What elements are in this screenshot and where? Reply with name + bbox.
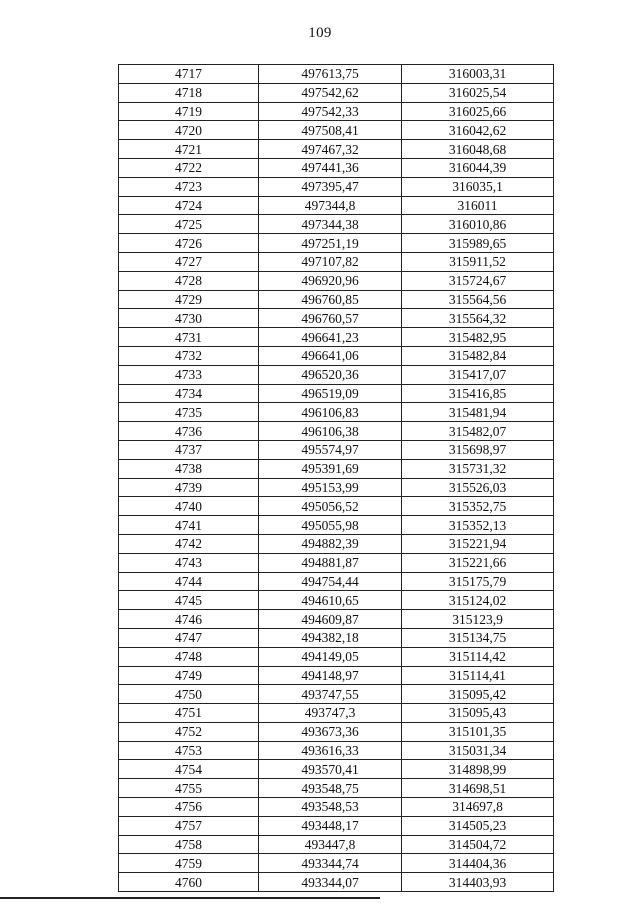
y-coordinate-cell: 315095,43 (402, 704, 554, 723)
point-number-cell: 4735 (119, 403, 259, 422)
point-number-cell: 4740 (119, 497, 259, 516)
point-number-cell: 4753 (119, 741, 259, 760)
y-coordinate-cell: 315482,07 (402, 422, 554, 441)
point-number-cell: 4726 (119, 234, 259, 253)
x-coordinate-cell: 493447,8 (259, 835, 402, 854)
x-coordinate-cell: 496760,85 (259, 290, 402, 309)
table-row (119, 647, 554, 666)
point-number-cell: 4727 (119, 252, 259, 271)
x-coordinate-cell: 493548,53 (259, 798, 402, 817)
point-number-cell: 4739 (119, 478, 259, 497)
point-number-cell: 4748 (119, 647, 259, 666)
point-number-cell: 4758 (119, 835, 259, 854)
y-coordinate-cell: 315526,03 (402, 478, 554, 497)
y-coordinate-cell: 316042,62 (402, 121, 554, 140)
point-number-cell: 4745 (119, 591, 259, 610)
y-coordinate-cell: 315352,13 (402, 516, 554, 535)
x-coordinate-cell: 495391,69 (259, 459, 402, 478)
table-row (119, 121, 554, 140)
point-number-cell: 4723 (119, 177, 259, 196)
y-coordinate-cell: 315417,07 (402, 365, 554, 384)
y-coordinate-cell: 315731,32 (402, 459, 554, 478)
table-row (119, 234, 554, 253)
table-row (119, 102, 554, 121)
table-row (119, 365, 554, 384)
table-row (119, 140, 554, 159)
y-coordinate-cell: 316003,31 (402, 65, 554, 84)
point-number-cell: 4742 (119, 534, 259, 553)
y-coordinate-cell: 315114,41 (402, 666, 554, 685)
table-row (119, 83, 554, 102)
point-number-cell: 4759 (119, 854, 259, 873)
y-coordinate-cell: 315482,84 (402, 346, 554, 365)
bottom-rule (0, 897, 380, 899)
table-row (119, 328, 554, 347)
y-coordinate-cell: 315564,56 (402, 290, 554, 309)
y-coordinate-cell: 315989,65 (402, 234, 554, 253)
table-row (119, 309, 554, 328)
y-coordinate-cell: 315482,95 (402, 328, 554, 347)
x-coordinate-cell: 497344,38 (259, 215, 402, 234)
x-coordinate-cell: 496106,38 (259, 422, 402, 441)
table-row (119, 741, 554, 760)
y-coordinate-cell: 315124,02 (402, 591, 554, 610)
y-coordinate-cell: 315352,75 (402, 497, 554, 516)
x-coordinate-cell: 493673,36 (259, 722, 402, 741)
x-coordinate-cell: 495055,98 (259, 516, 402, 535)
point-number-cell: 4722 (119, 158, 259, 177)
x-coordinate-cell: 493448,17 (259, 816, 402, 835)
point-number-cell: 4750 (119, 685, 259, 704)
x-coordinate-cell: 493344,07 (259, 873, 402, 892)
y-coordinate-cell: 314404,36 (402, 854, 554, 873)
x-coordinate-cell: 497344,8 (259, 196, 402, 215)
table-row (119, 215, 554, 234)
point-number-cell: 4725 (119, 215, 259, 234)
coordinates-table-body (119, 65, 554, 892)
x-coordinate-cell: 494149,05 (259, 647, 402, 666)
y-coordinate-cell: 316044,39 (402, 158, 554, 177)
point-number-cell: 4743 (119, 553, 259, 572)
table-row (119, 516, 554, 535)
point-number-cell: 4720 (119, 121, 259, 140)
x-coordinate-cell: 495153,99 (259, 478, 402, 497)
x-coordinate-cell: 493548,75 (259, 779, 402, 798)
table-row (119, 704, 554, 723)
point-number-cell: 4751 (119, 704, 259, 723)
y-coordinate-cell: 315911,52 (402, 252, 554, 271)
y-coordinate-cell: 314898,99 (402, 760, 554, 779)
point-number-cell: 4756 (119, 798, 259, 817)
table-row (119, 835, 554, 854)
x-coordinate-cell: 494609,87 (259, 610, 402, 629)
point-number-cell: 4738 (119, 459, 259, 478)
table-row (119, 572, 554, 591)
x-coordinate-cell: 497441,36 (259, 158, 402, 177)
x-coordinate-cell: 494754,44 (259, 572, 402, 591)
y-coordinate-cell: 315481,94 (402, 403, 554, 422)
x-coordinate-cell: 496520,36 (259, 365, 402, 384)
point-number-cell: 4749 (119, 666, 259, 685)
y-coordinate-cell: 316011 (402, 196, 554, 215)
table-row (119, 628, 554, 647)
y-coordinate-cell: 316025,54 (402, 83, 554, 102)
y-coordinate-cell: 315724,67 (402, 271, 554, 290)
point-number-cell: 4729 (119, 290, 259, 309)
table-row (119, 422, 554, 441)
x-coordinate-cell: 494610,65 (259, 591, 402, 610)
table-row (119, 779, 554, 798)
y-coordinate-cell: 315134,75 (402, 628, 554, 647)
point-number-cell: 4733 (119, 365, 259, 384)
table-row (119, 760, 554, 779)
table-row (119, 177, 554, 196)
y-coordinate-cell: 315221,66 (402, 553, 554, 572)
x-coordinate-cell: 495574,97 (259, 440, 402, 459)
point-number-cell: 4737 (119, 440, 259, 459)
point-number-cell: 4718 (119, 83, 259, 102)
table-row (119, 403, 554, 422)
table-row (119, 685, 554, 704)
y-coordinate-cell: 315114,42 (402, 647, 554, 666)
point-number-cell: 4730 (119, 309, 259, 328)
y-coordinate-cell: 314697,8 (402, 798, 554, 817)
table-row (119, 384, 554, 403)
table-row (119, 196, 554, 215)
table-row (119, 459, 554, 478)
table-row (119, 666, 554, 685)
x-coordinate-cell: 496106,83 (259, 403, 402, 422)
y-coordinate-cell: 314505,23 (402, 816, 554, 835)
x-coordinate-cell: 493344,74 (259, 854, 402, 873)
table-row (119, 798, 554, 817)
point-number-cell: 4741 (119, 516, 259, 535)
y-coordinate-cell: 315221,94 (402, 534, 554, 553)
y-coordinate-cell: 314698,51 (402, 779, 554, 798)
x-coordinate-cell: 495056,52 (259, 497, 402, 516)
table-row (119, 722, 554, 741)
table-row (119, 346, 554, 365)
table-row (119, 816, 554, 835)
x-coordinate-cell: 493747,3 (259, 704, 402, 723)
point-number-cell: 4746 (119, 610, 259, 629)
x-coordinate-cell: 494148,97 (259, 666, 402, 685)
table-row (119, 610, 554, 629)
point-number-cell: 4755 (119, 779, 259, 798)
y-coordinate-cell: 316025,66 (402, 102, 554, 121)
table-row (119, 252, 554, 271)
x-coordinate-cell: 494881,87 (259, 553, 402, 572)
x-coordinate-cell: 497613,75 (259, 65, 402, 84)
table-row (119, 290, 554, 309)
y-coordinate-cell: 314504,72 (402, 835, 554, 854)
table-row (119, 158, 554, 177)
point-number-cell: 4719 (119, 102, 259, 121)
x-coordinate-cell: 494882,39 (259, 534, 402, 553)
x-coordinate-cell: 493570,41 (259, 760, 402, 779)
point-number-cell: 4744 (119, 572, 259, 591)
table-row (119, 440, 554, 459)
x-coordinate-cell: 496641,06 (259, 346, 402, 365)
table-row (119, 591, 554, 610)
point-number-cell: 4736 (119, 422, 259, 441)
point-number-cell: 4728 (119, 271, 259, 290)
table-row (119, 65, 554, 84)
x-coordinate-cell: 497107,82 (259, 252, 402, 271)
x-coordinate-cell: 497395,47 (259, 177, 402, 196)
y-coordinate-cell: 315698,97 (402, 440, 554, 459)
x-coordinate-cell: 493616,33 (259, 741, 402, 760)
point-number-cell: 4731 (119, 328, 259, 347)
coordinates-table-container (118, 64, 553, 890)
point-number-cell: 4747 (119, 628, 259, 647)
x-coordinate-cell: 497542,33 (259, 102, 402, 121)
table-row (119, 478, 554, 497)
y-coordinate-cell: 315095,42 (402, 685, 554, 704)
point-number-cell: 4760 (119, 873, 259, 892)
table-row (119, 534, 554, 553)
point-number-cell: 4752 (119, 722, 259, 741)
point-number-cell: 4732 (119, 346, 259, 365)
x-coordinate-cell: 493747,55 (259, 685, 402, 704)
y-coordinate-cell: 316010,86 (402, 215, 554, 234)
point-number-cell: 4754 (119, 760, 259, 779)
y-coordinate-cell: 315564,32 (402, 309, 554, 328)
x-coordinate-cell: 496760,57 (259, 309, 402, 328)
table-row (119, 873, 554, 892)
point-number-cell: 4757 (119, 816, 259, 835)
x-coordinate-cell: 496920,96 (259, 271, 402, 290)
table-row (119, 497, 554, 516)
coordinates-table (118, 64, 554, 892)
table-row (119, 854, 554, 873)
y-coordinate-cell: 315101,35 (402, 722, 554, 741)
x-coordinate-cell: 497467,32 (259, 140, 402, 159)
x-coordinate-cell: 497251,19 (259, 234, 402, 253)
y-coordinate-cell: 314403,93 (402, 873, 554, 892)
y-coordinate-cell: 315123,9 (402, 610, 554, 629)
point-number-cell: 4721 (119, 140, 259, 159)
point-number-cell: 4724 (119, 196, 259, 215)
y-coordinate-cell: 316035,1 (402, 177, 554, 196)
x-coordinate-cell: 494382,18 (259, 628, 402, 647)
page-number: 109 (308, 25, 332, 41)
x-coordinate-cell: 497542,62 (259, 83, 402, 102)
x-coordinate-cell: 496641,23 (259, 328, 402, 347)
table-row (119, 553, 554, 572)
point-number-cell: 4734 (119, 384, 259, 403)
y-coordinate-cell: 315031,34 (402, 741, 554, 760)
y-coordinate-cell: 316048,68 (402, 140, 554, 159)
table-row (119, 271, 554, 290)
x-coordinate-cell: 496519,09 (259, 384, 402, 403)
x-coordinate-cell: 497508,41 (259, 121, 402, 140)
y-coordinate-cell: 315175,79 (402, 572, 554, 591)
point-number-cell: 4717 (119, 65, 259, 84)
y-coordinate-cell: 315416,85 (402, 384, 554, 403)
